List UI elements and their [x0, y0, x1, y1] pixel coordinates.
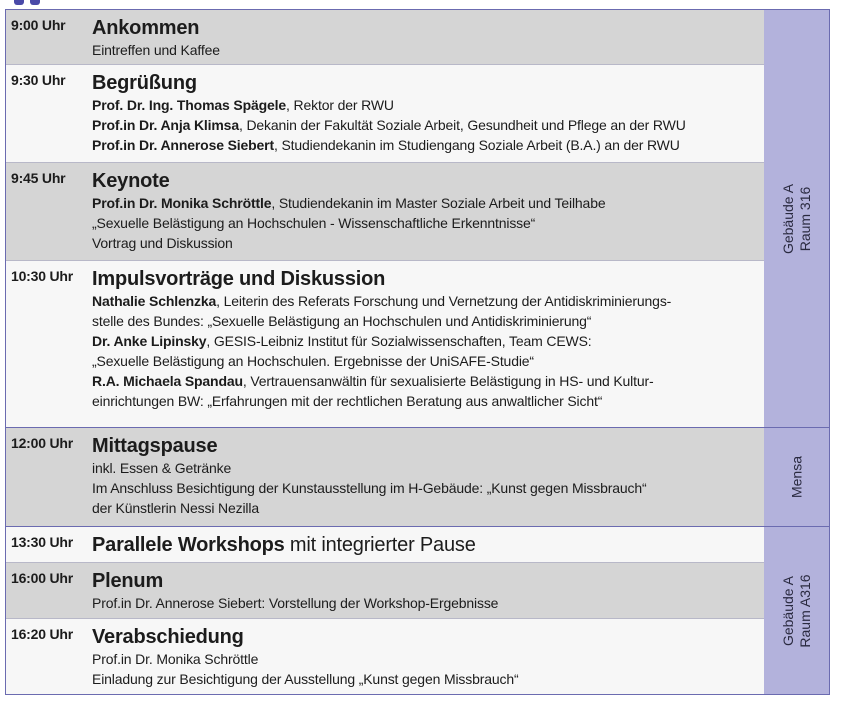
row-content: [92, 434, 760, 518]
schedule-row-begruessung: [6, 65, 764, 163]
room-column-mensa: [764, 428, 829, 527]
row-content: [92, 533, 760, 557]
session-title: Verabschiedung: [92, 626, 244, 648]
time-label: 13:30 Uhr: [11, 534, 74, 550]
row-content: [92, 16, 760, 60]
row-content: [92, 569, 760, 613]
detail-line: inkl. Essen & Getränke: [92, 460, 232, 476]
schedule-row-workshops: [6, 527, 764, 563]
row-content: [92, 267, 760, 411]
time-label: 12:00 Uhr: [11, 435, 74, 451]
schedule-rows: [6, 10, 764, 694]
room-column-gebaeude-a-316: [764, 10, 829, 428]
row-content: [92, 169, 760, 253]
detail-line: Im Anschluss Besichtigung der Kunstausstellung im H-Gebäude: „Kunst gegen Missbrauch“: [92, 480, 647, 496]
schedule-row-impulsvortraege: [6, 261, 764, 428]
detail-line: „Sexuelle Belästigung an Hochschulen - Wissenschaftliche Erkenntnisse“: [92, 215, 536, 231]
speaker-line: Dr. Anke Lipinsky, GESIS-Leibniz Institut für Sozialwissenschaften, Team CEWS:: [92, 333, 592, 349]
room-column-gebaeude-a-a316: [764, 527, 829, 694]
detail-line: Vortrag und Diskussion: [92, 235, 233, 251]
detail-line: der Künstlerin Nessi Nezilla: [92, 500, 259, 516]
detail-line: stelle des Bundes: „Sexuelle Belästigung an Hochschulen und Antidiskriminierung“: [92, 313, 592, 329]
session-title: Parallele Workshops mit integrierter Pause: [92, 534, 476, 556]
speaker-line: Prof.in Dr. Monika Schröttle, Studiendekanin im Master Soziale Arbeit und Teilhabe: [92, 195, 606, 211]
time-label: 10:30 Uhr: [11, 268, 74, 284]
time-label: 9:45 Uhr: [11, 170, 66, 186]
session-title-suffix: mit integrierter Pause: [284, 534, 476, 556]
session-title: Mittagspause: [92, 435, 218, 457]
session-title: Plenum: [92, 570, 164, 592]
speaker-line: Prof.in Dr. Anja Klimsa, Dekanin der Fakultät Soziale Arbeit, Gesundheit und Pflege an der RWU: [92, 117, 686, 133]
detail-line: Prof.in Dr. Annerose Siebert: Vorstellung der Workshop-Ergebnisse: [92, 595, 499, 611]
time-label: 9:00 Uhr: [11, 17, 66, 33]
speaker-line: Nathalie Schlenzka, Leiterin des Referats Forschung und Vernetzung der Antidiskriminierungs-: [92, 293, 672, 309]
session-title: Impulsvorträge und Diskussion: [92, 268, 386, 290]
session-title: Ankommen: [92, 17, 200, 39]
schedule-row-ankommen: [6, 10, 764, 65]
schedule-row-plenum: [6, 563, 764, 619]
schedule-row-mittagspause: [6, 428, 764, 527]
speaker-line: Prof.in Dr. Annerose Siebert, Studiendekanin im Studiengang Soziale Arbeit (B.A.) an der RWU: [92, 137, 680, 153]
room-label: Gebäude A Raum 316: [779, 183, 813, 254]
time-label: 9:30 Uhr: [11, 72, 66, 88]
header-accent: [0, 0, 60, 7]
speaker-line: Prof. Dr. Ing. Thomas Spägele, Rektor der RWU: [92, 97, 394, 113]
session-title: Begrüßung: [92, 72, 197, 94]
schedule-table: [5, 9, 830, 695]
detail-line: Eintreffen und Kaffee: [92, 42, 220, 58]
detail-line: Prof.in Dr. Monika Schröttle: [92, 651, 259, 667]
room-label: Mensa: [788, 455, 804, 499]
row-content: [92, 625, 760, 689]
detail-line: einrichtungen BW: „Erfahrungen mit der rechtlichen Beratung aus anwaltlicher Sicht“: [92, 393, 603, 409]
schedule-row-keynote: [6, 163, 764, 261]
speaker-line: R.A. Michaela Spandau, Vertrauensanwältin für sexualisierte Belästigung in HS- und Kultur-: [92, 373, 654, 389]
schedule-row-verabschiedung: [6, 619, 764, 694]
room-label: Gebäude A Raum A316: [779, 573, 813, 648]
detail-line: Einladung zur Besichtigung der Ausstellung „Kunst gegen Missbrauch“: [92, 671, 519, 687]
row-content: [92, 71, 760, 155]
time-label: 16:00 Uhr: [11, 570, 74, 586]
detail-line: „Sexuelle Belästigung an Hochschulen. Ergebnisse der UniSAFE-Studie“: [92, 353, 534, 369]
time-label: 16:20 Uhr: [11, 626, 74, 642]
session-title: Keynote: [92, 170, 170, 192]
